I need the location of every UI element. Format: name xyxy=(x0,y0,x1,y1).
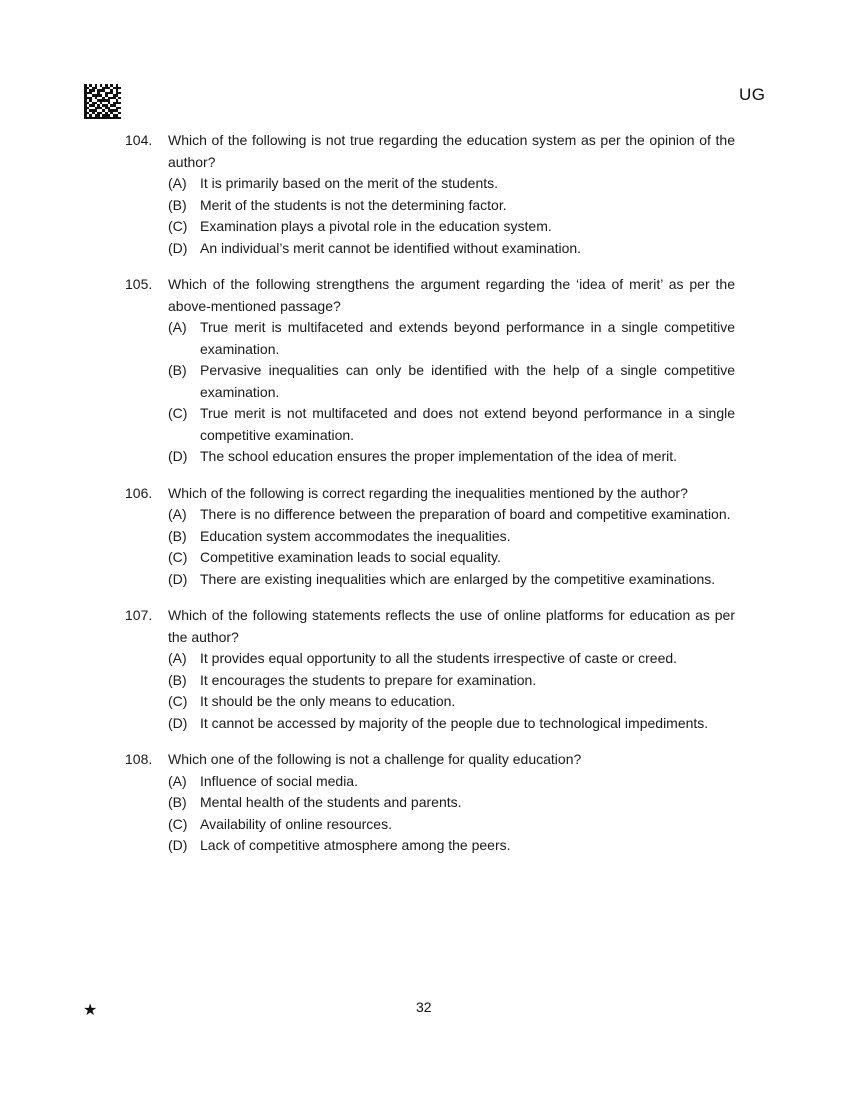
option-label: (B) xyxy=(168,196,187,213)
option-label: (C) xyxy=(168,218,188,234)
option-label: (D) xyxy=(168,239,188,256)
option-a xyxy=(168,317,735,360)
option-label: (A) xyxy=(168,772,187,789)
question-106 xyxy=(125,483,735,591)
star-icon: ★ xyxy=(83,1002,98,1019)
option-d xyxy=(168,569,735,591)
option-b xyxy=(168,670,735,692)
paper-code-label: UG xyxy=(739,85,766,104)
option-text: Competitive examination leads to social equality. xyxy=(200,549,501,565)
question-number: 107. xyxy=(125,607,153,623)
option-text: Education system accommodates the inequalities. xyxy=(200,527,511,544)
option-b xyxy=(168,792,735,814)
option-text: True merit is multifaceted and extends beyond performance in a single competitive examination. xyxy=(200,319,735,357)
option-text: An individual’s merit cannot be identified without examination. xyxy=(200,239,582,256)
option-a xyxy=(168,504,735,526)
option-text: It cannot be accessed by majority of the people due to technological impediments. xyxy=(200,714,709,731)
option-b xyxy=(168,360,735,403)
page-number: 32 xyxy=(416,999,432,1015)
option-d xyxy=(168,446,735,468)
option-text: It should be the only means to education. xyxy=(200,693,456,709)
option-a xyxy=(168,173,735,195)
option-c xyxy=(168,403,735,446)
question-list xyxy=(125,130,735,872)
question-text: Which of the following is correct regarding the inequalities mentioned by the author? xyxy=(168,484,688,501)
option-label: (D) xyxy=(168,837,188,853)
option-text: It encourages the students to prepare for examination. xyxy=(200,671,537,688)
option-label: (A) xyxy=(168,506,187,522)
option-text: The school education ensures the proper implementation of the idea of merit. xyxy=(200,448,678,464)
option-label: (D) xyxy=(168,570,188,587)
option-label: (C) xyxy=(168,549,188,565)
option-c xyxy=(168,691,735,713)
option-text: Examination plays a pivotal role in the education system. xyxy=(200,218,552,234)
option-b xyxy=(168,195,735,217)
option-d xyxy=(168,835,735,857)
option-a xyxy=(168,771,735,793)
question-text: Which of the following statements reflects the use of online platforms for education as per the author? xyxy=(168,607,735,645)
option-text: Lack of competitive atmosphere among the peers. xyxy=(200,837,511,853)
option-label: (D) xyxy=(168,448,188,464)
option-text: There is no difference between the preparation of board and competitive examination. xyxy=(200,506,731,522)
option-d xyxy=(168,238,735,260)
option-text: It provides equal opportunity to all the students irrespective of caste or creed. xyxy=(200,650,678,666)
question-107 xyxy=(125,605,735,734)
option-text: True merit is not multifaceted and does not extend beyond performance in a single competitive examination. xyxy=(200,405,735,443)
question-number: 105. xyxy=(125,276,153,292)
option-b xyxy=(168,526,735,548)
question-text: Which one of the following is not a challenge for quality education? xyxy=(168,751,582,767)
question-number: 106. xyxy=(125,484,153,501)
option-label: (C) xyxy=(168,815,188,832)
option-label: (B) xyxy=(168,527,187,544)
option-a xyxy=(168,648,735,670)
option-label: (C) xyxy=(168,693,188,709)
option-label: (B) xyxy=(168,671,187,688)
question-number: 104. xyxy=(125,132,153,148)
question-text: Which of the following strengthens the argument regarding the ‘idea of merit’ as per the above-mentioned passage? xyxy=(168,276,735,314)
option-text: Merit of the students is not the determining factor. xyxy=(200,196,507,213)
question-104 xyxy=(125,130,735,259)
option-text: Mental health of the students and parents. xyxy=(200,794,462,810)
option-text: Influence of social media. xyxy=(200,772,358,789)
question-text: Which of the following is not true regarding the education system as per the opinion of the author? xyxy=(168,132,735,170)
datamatrix-barcode-icon xyxy=(84,84,121,119)
question-number: 108. xyxy=(125,751,153,767)
option-label: (A) xyxy=(168,650,187,666)
option-c xyxy=(168,216,735,238)
option-text: Availability of online resources. xyxy=(200,815,392,832)
option-label: (B) xyxy=(168,794,187,810)
option-label: (B) xyxy=(168,362,187,378)
option-d xyxy=(168,713,735,735)
option-label: (C) xyxy=(168,405,188,421)
option-c xyxy=(168,814,735,836)
option-label: (D) xyxy=(168,714,188,731)
option-text: Pervasive inequalities can only be identified with the help of a single competitive examination. xyxy=(200,362,735,400)
question-108 xyxy=(125,749,735,857)
option-text: There are existing inequalities which are enlarged by the competitive examinations. xyxy=(200,570,716,587)
question-105 xyxy=(125,274,735,468)
option-label: (A) xyxy=(168,175,187,191)
option-label: (A) xyxy=(168,319,187,335)
option-text: It is primarily based on the merit of the students. xyxy=(200,175,499,191)
option-c xyxy=(168,547,735,569)
